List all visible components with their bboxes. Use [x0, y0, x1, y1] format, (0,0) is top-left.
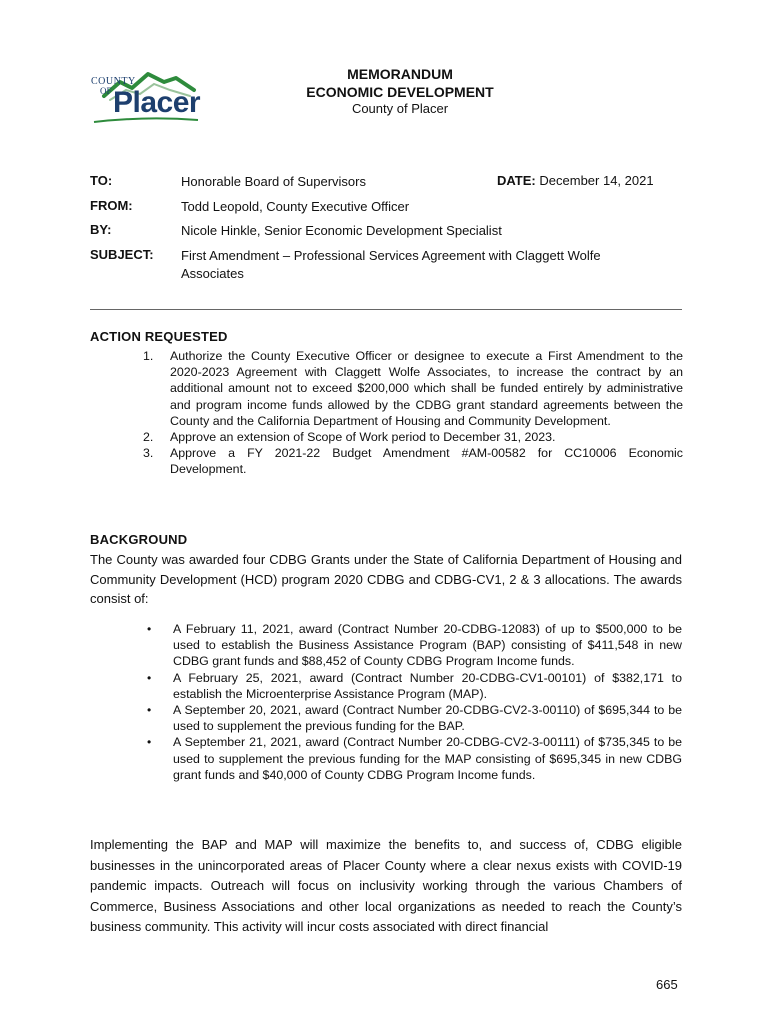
- county-name: County of Placer: [351, 101, 449, 116]
- background-heading: BACKGROUND: [90, 532, 188, 547]
- list-item: [147, 670, 682, 702]
- date-field: [497, 173, 654, 188]
- page-number: 665: [656, 977, 678, 992]
- from-value: Todd Leopold, County Executive Officer: [181, 199, 410, 214]
- list-item: [147, 702, 682, 734]
- header-divider: [90, 309, 682, 310]
- list-text: Approve an extension of Scope of Work period to December 31, 2023.: [170, 430, 556, 445]
- list-text: A February 25, 2021, award (Contract Number 20-CDBG-CV1-00101) of $382,171 to establish the Microenterprise Assistance Program (MAP).: [173, 670, 682, 701]
- bullet-icon: •: [147, 735, 152, 750]
- department-title: ECONOMIC DEVELOPMENT: [306, 84, 494, 100]
- list-text: A September 21, 2021, award (Contract Number 20-CDBG-CV2-3-00111) of $735,345 to be used to supplement the previous funding for the MAP consisting of $695,345 in new CDBG grant funds and $40,000 of County CDBG Program Income funds.: [173, 735, 682, 782]
- background-intro: The County was awarded four CDBG Grants under the State of California Department of Housing and Community Development (HCD) program 2020 CDBG and CDBG-CV1, 2 & 3 allocations. The awards consist of:: [90, 552, 682, 606]
- list-item: [143, 445, 683, 477]
- list-number: 2.: [143, 430, 154, 445]
- by-value: Nicole Hinkle, Senior Economic Development Specialist: [181, 223, 502, 238]
- logo-county-text: COUNTY: [91, 76, 136, 87]
- list-text: Authorize the County Executive Officer or designee to execute a First Amendment to the 2020-2023 Agreement with Claggett Wolfe Associates, to increase the contract by an additional amount not to exceed $200,000 which shall be funded entirely by administrative and program income funds allowed by the CDBG grant standard agreements between the County and the California Department of Housing and Community Development.: [170, 349, 683, 428]
- bullet-icon: •: [147, 670, 152, 685]
- action-list: [143, 348, 683, 478]
- date-label: DATE:: [497, 173, 536, 188]
- list-item: [143, 348, 683, 429]
- list-item: [147, 621, 682, 670]
- logo-of-text: OF: [100, 86, 112, 96]
- list-text: A September 20, 2021, award (Contract Number 20-CDBG-CV2-3-00110) of $695,344 to be used to supplement the previous funding for the BAP.: [173, 703, 682, 734]
- memo-title: MEMORANDUM: [347, 66, 453, 82]
- to-value: Honorable Board of Supervisors: [181, 174, 366, 189]
- subject-value: First Amendment – Professional Services Agreement with Claggett Wolfe Associates: [181, 248, 601, 281]
- bullet-icon: •: [147, 703, 152, 718]
- list-item: [143, 429, 683, 445]
- to-label: TO:: [90, 173, 113, 188]
- subject-label: SUBJECT:: [90, 247, 154, 262]
- date-value: December 14, 2021: [539, 173, 654, 188]
- logo-placer-text: Placer: [113, 86, 201, 119]
- from-label: FROM:: [90, 198, 133, 213]
- list-number: 3.: [143, 446, 154, 461]
- background-closing: Implementing the BAP and MAP will maximize the benefits to, and success of, CDBG eligible businesses in the unincorporated areas of Placer County where a clear nexus exists with COVID-19 pandemic impacts. Outreach will focus on inclusivity working through the various Chambers of Commerce, Business Associations and other local organizations as needed to reach the County’s business community. This activity will incur costs associated with direct financial: [90, 837, 682, 934]
- list-item: [147, 734, 682, 783]
- list-text: Approve a FY 2021-22 Budget Amendment #AM-00582 for CC10006 Economic Development.: [170, 446, 683, 477]
- by-label: BY:: [90, 222, 112, 237]
- list-number: 1.: [143, 349, 154, 363]
- action-requested-heading: ACTION REQUESTED: [90, 329, 228, 344]
- list-text: A February 11, 2021, award (Contract Number 20-CDBG-12083) of up to $500,000 to be used to establish the Business Assistance Program (BAP) consisting of $411,548 in new CDBG grant funds and $88,452 of County CDBG Program Income funds.: [173, 622, 682, 669]
- bullet-icon: •: [147, 622, 152, 636]
- awards-list: [147, 621, 682, 783]
